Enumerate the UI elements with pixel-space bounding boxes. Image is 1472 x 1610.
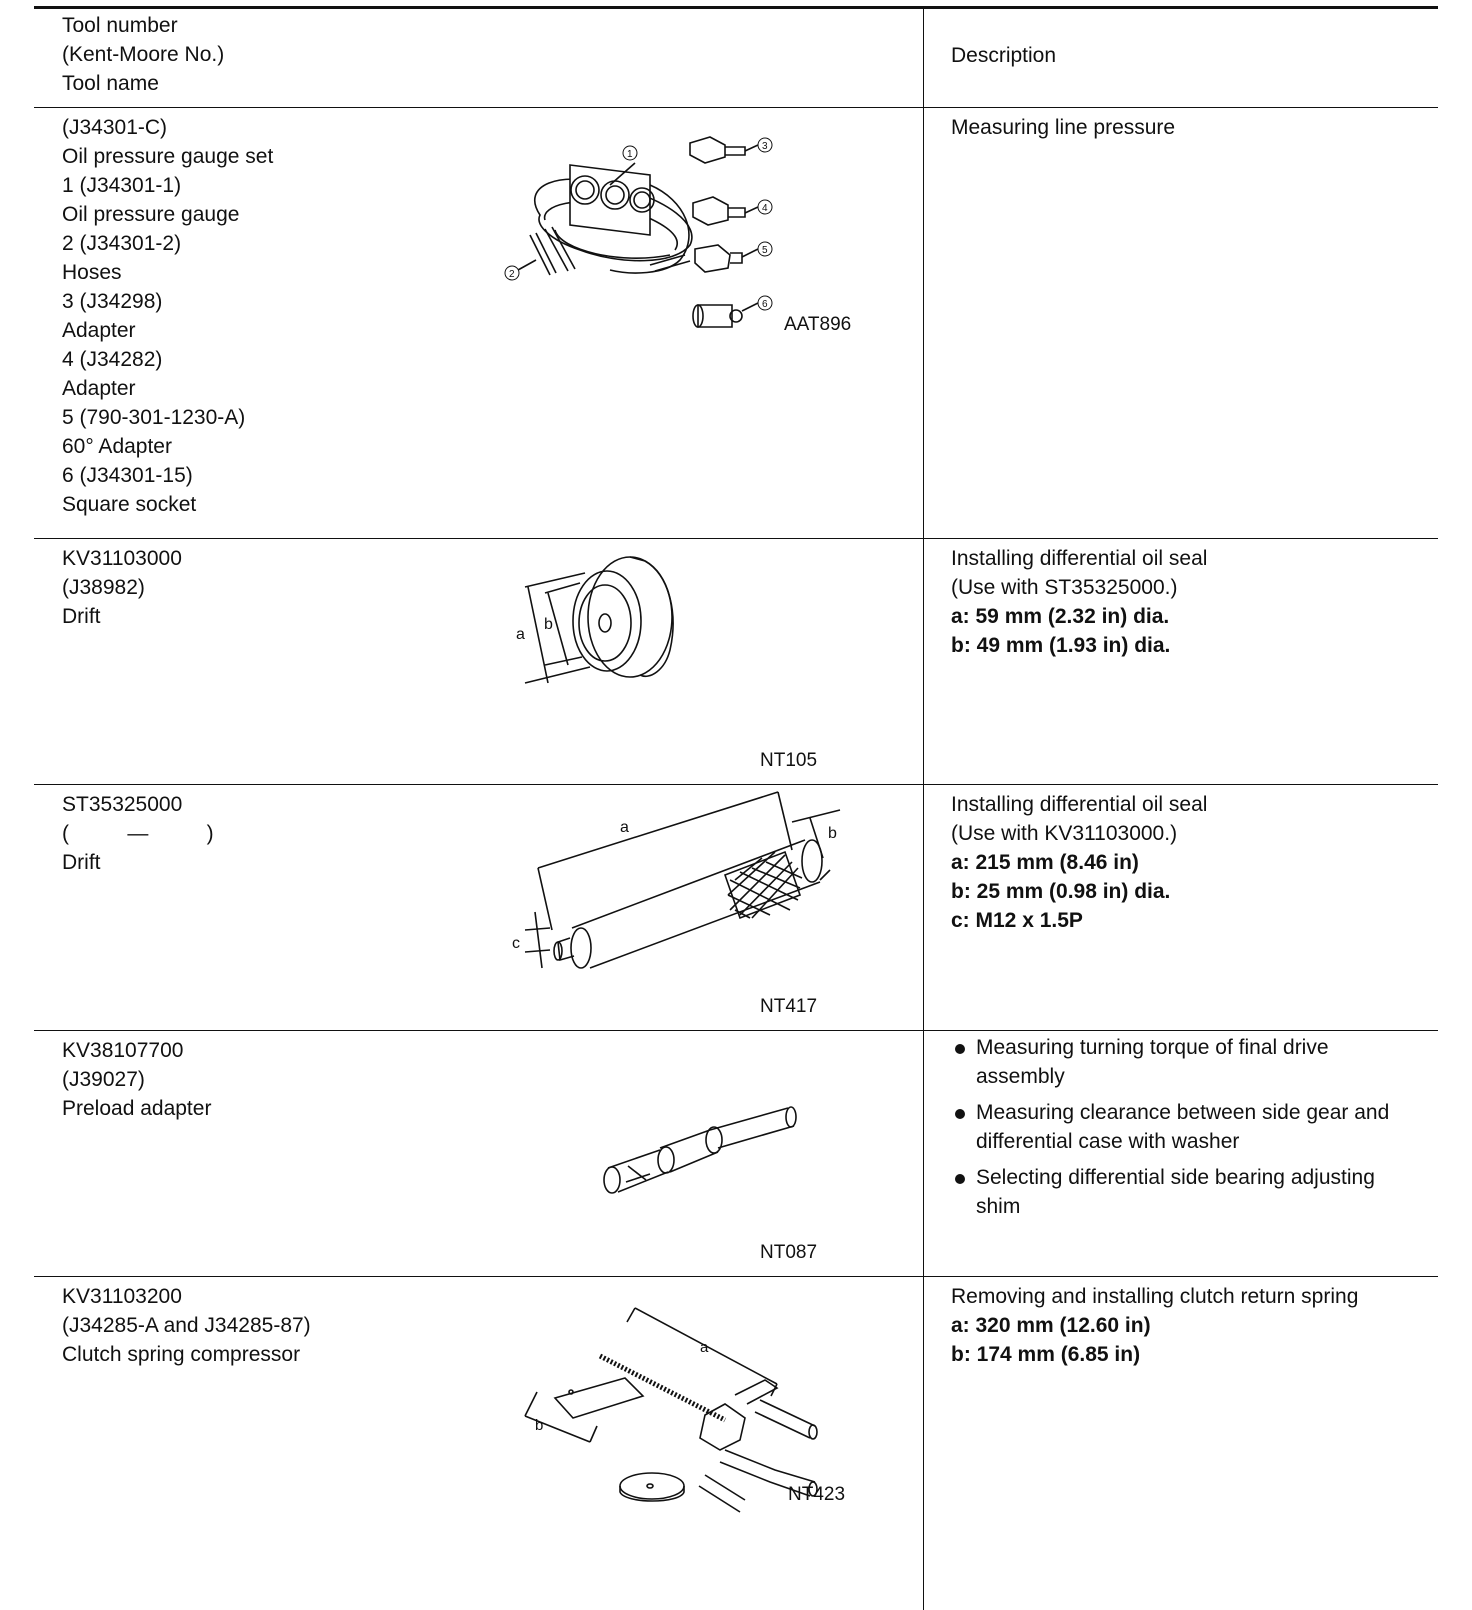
tool-line: KV38107700 (62, 1039, 184, 1062)
row-3-description (951, 790, 1207, 935)
spec-line: a: 320 mm (12.60 in) (951, 1314, 1151, 1337)
drift-kv31103000-illustration (516, 555, 690, 690)
tool-line: Adapter (62, 377, 136, 400)
table-top-rule (34, 6, 1438, 9)
spec-line: b: 174 mm (6.85 in) (951, 1343, 1141, 1366)
tool-line: 1 (J34301-1) (62, 174, 182, 197)
dimension-c: c (512, 935, 520, 952)
figure-code: NT087 (760, 1242, 818, 1263)
tool-line: 2 (J34301-2) (62, 232, 182, 255)
tool-line: ST35325000 (62, 793, 183, 816)
header-line: Tool name (62, 72, 159, 95)
header-description: Description (951, 44, 1057, 67)
bullet-item: Measuring turning torque of final drive assembly (952, 1034, 1422, 1091)
dimension-b: b (535, 1417, 544, 1434)
row-4-description (952, 1034, 1422, 1229)
row-5-description (951, 1282, 1358, 1369)
header-line: Tool number (62, 14, 178, 37)
tool-line: 6 (J34301-15) (62, 464, 193, 487)
callout-6: 6 (762, 299, 768, 310)
bullet-item: Measuring clearance between side gear and differential case with washer (952, 1099, 1422, 1156)
description-line: Measuring line pressure (951, 116, 1176, 139)
preload-adapter-illustration (600, 1100, 810, 1210)
row-3-tool (62, 790, 214, 877)
column-divider (923, 6, 924, 1610)
row-1-description (951, 113, 1175, 142)
dimension-a: a (700, 1339, 709, 1356)
row-rule (34, 1030, 1438, 1031)
tool-line: Preload adapter (62, 1097, 212, 1120)
description-line: (Use with ST35325000.) (951, 576, 1178, 599)
description-line: Removing and installing clutch return spring (951, 1285, 1359, 1308)
callout-3: 3 (762, 141, 768, 152)
dimension-a: a (516, 626, 525, 643)
tool-line: KV31103200 (62, 1285, 182, 1308)
row-5-tool (62, 1282, 311, 1369)
tool-line: 3 (J34298) (62, 290, 163, 313)
tool-line: (J39027) (62, 1068, 145, 1091)
tool-line: 60° Adapter (62, 435, 172, 458)
callout-5: 5 (762, 245, 768, 256)
drift-st35325000-illustration (512, 800, 860, 995)
header-rule (34, 107, 1438, 108)
tool-line: Square socket (62, 493, 197, 516)
callout-2: 2 (509, 269, 515, 280)
figure-code: NT105 (760, 750, 818, 771)
row-4-tool (62, 1036, 211, 1123)
spec-line: a: 215 mm (8.46 in) (951, 851, 1139, 874)
figure-code: NT417 (760, 996, 818, 1017)
callout-1: 1 (627, 149, 633, 160)
tool-line: KV31103000 (62, 547, 182, 570)
row-2-tool (62, 544, 182, 631)
row-rule (34, 538, 1438, 539)
bullet-item: Selecting differential side bearing adjusting shim (952, 1164, 1422, 1221)
row-2-description (951, 544, 1207, 660)
tool-line: ( — ) (62, 822, 214, 845)
tool-line: Drift (62, 851, 101, 874)
description-line: (Use with KV31103000.) (951, 822, 1178, 845)
description-line: Installing differential oil seal (951, 793, 1208, 816)
tool-line: 4 (J34282) (62, 348, 163, 371)
tool-line: Drift (62, 605, 101, 628)
callout-4: 4 (762, 203, 768, 214)
spec-line: b: 49 mm (1.93 in) dia. (951, 634, 1171, 657)
figure-code: NT423 (788, 1484, 846, 1505)
tool-line: Oil pressure gauge (62, 203, 240, 226)
tool-line: Adapter (62, 319, 136, 342)
tool-line: (J34301-C) (62, 116, 168, 139)
spec-line: c: M12 x 1.5P (951, 909, 1083, 932)
header-line: (Kent-Moore No.) (62, 43, 225, 66)
row-rule (34, 1276, 1438, 1277)
tool-line: Oil pressure gauge set (62, 145, 274, 168)
spec-line: a: 59 mm (2.32 in) dia. (951, 605, 1170, 628)
row-1-tool (62, 113, 273, 519)
tool-line: Hoses (62, 261, 122, 284)
figure-code: AAT896 (784, 314, 852, 335)
description-line: Installing differential oil seal (951, 547, 1208, 570)
row-rule (34, 784, 1438, 785)
header-tool-column (62, 11, 224, 98)
spec-line: b: 25 mm (0.98 in) dia. (951, 880, 1171, 903)
dimension-b: b (828, 825, 837, 842)
dimension-a: a (620, 819, 629, 836)
dimension-b: b (544, 616, 553, 633)
tool-line: (J34285-A and J34285-87) (62, 1314, 311, 1337)
tool-line: Clutch spring compressor (62, 1343, 301, 1366)
tool-line: 5 (790-301-1230-A) (62, 406, 246, 429)
tool-line: (J38982) (62, 576, 145, 599)
